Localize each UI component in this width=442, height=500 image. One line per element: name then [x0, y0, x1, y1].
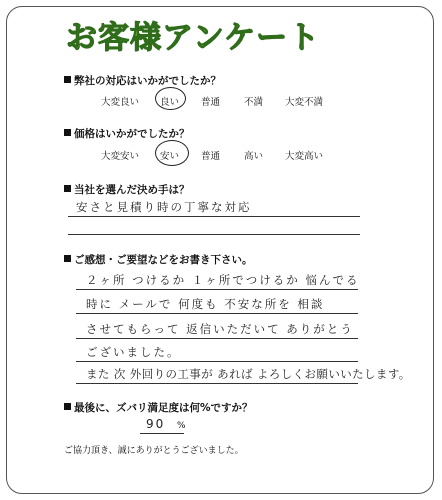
question-4 [64, 252, 253, 267]
q1-option-very-good[interactable]: 大変良い [101, 97, 140, 108]
q1-option-unsatisfied[interactable]: 不満 [244, 97, 264, 108]
q5-value: 90 [146, 417, 166, 431]
q4-line-2: 時に メールで 何度も 不安な所を 相談 [86, 297, 325, 311]
q2-option-very-cheap[interactable]: 大変安い [101, 151, 140, 162]
q2-option-normal[interactable]: 普通 [201, 151, 221, 162]
q1-option-good[interactable]: 良い [160, 97, 180, 108]
question-3-label: 当社を選んだ決め手は？ [74, 184, 190, 196]
question-1-label: 弊社の対応はいかがでしたか？ [74, 75, 221, 87]
q4-line-3: させてもらって 返信いただいて ありがとう [86, 322, 354, 336]
q3-answer: 安さと見積り時の丁寧な対応 [76, 200, 252, 214]
q5-unit: % [177, 421, 186, 431]
thank-you-note: ご協力頂き、誠にありがとうございました。 [64, 446, 244, 456]
square-bullet-icon [64, 185, 71, 192]
answer-line [76, 289, 358, 290]
answer-line [76, 313, 358, 314]
survey-title: お客様アンケート [66, 20, 321, 56]
question-3 [64, 182, 190, 197]
q1-selected-circle [155, 87, 186, 110]
q2-selected-circle [155, 140, 189, 166]
q1-option-very-unsatisfied[interactable]: 大変不満 [285, 97, 324, 108]
question-5-label: 最後に、ズバリ満足度は何%ですか？ [74, 402, 253, 414]
answer-line [76, 338, 358, 339]
question-1-options [0, 94, 442, 108]
question-5 [64, 400, 253, 415]
q4-line-1: ２ヶ所 つけるか １ヶ所でつけるか 悩んでる [86, 273, 360, 287]
answer-line [76, 383, 358, 384]
question-4-label: ご感想・ご要望などをお書き下さい。 [74, 254, 253, 266]
answer-line [68, 234, 360, 235]
answer-line [76, 361, 358, 362]
q2-option-cheap[interactable]: 安い [160, 151, 180, 162]
question-1 [64, 73, 221, 88]
q4-line-4: ございました。 [86, 345, 181, 359]
question-2-options [0, 148, 442, 162]
q2-option-very-expensive[interactable]: 大変高い [285, 151, 324, 162]
percent-answer-line [140, 433, 184, 434]
square-bullet-icon [64, 403, 71, 410]
q4-line-5: また 次 外回りの工事が あれば よろしくお願いいたします。 [86, 367, 411, 381]
question-2 [64, 126, 190, 141]
square-bullet-icon [64, 76, 71, 83]
square-bullet-icon [64, 129, 71, 136]
q2-option-expensive[interactable]: 高い [244, 151, 264, 162]
q1-option-normal[interactable]: 普通 [201, 97, 221, 108]
answer-line [68, 216, 360, 217]
square-bullet-icon [64, 255, 71, 262]
question-2-label: 価格はいかがでしたか？ [74, 128, 190, 140]
